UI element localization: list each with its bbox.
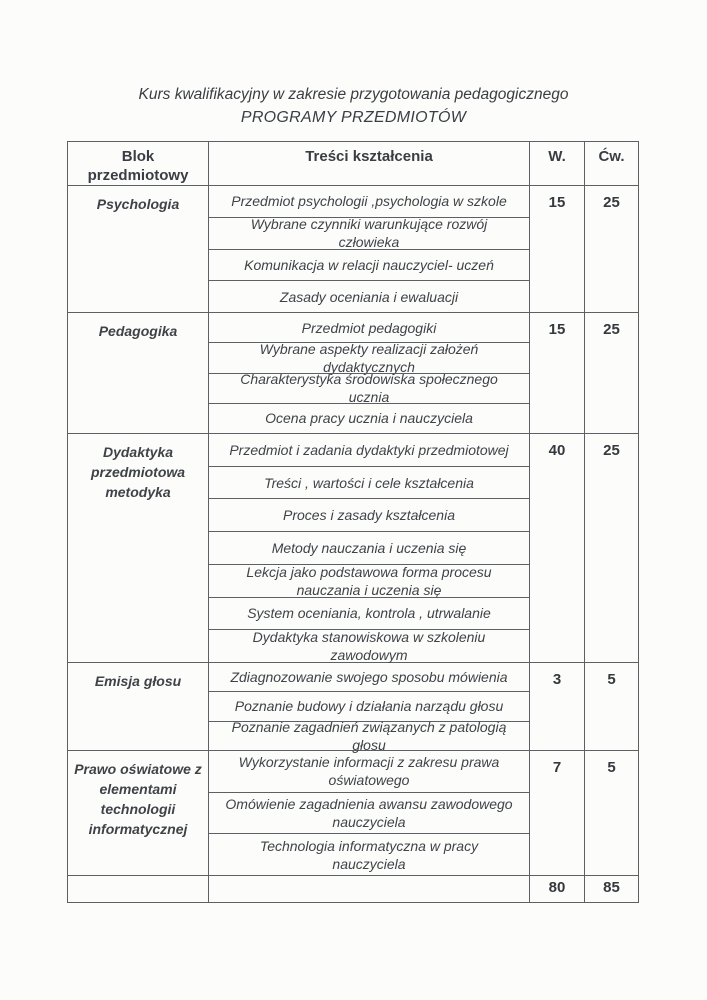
block-row xyxy=(68,750,638,875)
block-name: Dydaktyka przedmiotowa metodyka xyxy=(90,444,186,500)
column-header-blok-przedmiotowy xyxy=(68,142,208,185)
exercises-hours-cell xyxy=(584,186,638,312)
total-exercises-cell xyxy=(584,876,638,902)
block-row xyxy=(68,185,638,312)
exercises-hours-value: 25 xyxy=(603,194,620,211)
column-header-tresci-ksztalcenia xyxy=(208,142,530,185)
topic-text: System oceniania, kontrola , utrwalanie xyxy=(247,605,491,622)
topic-row xyxy=(209,629,529,662)
topic-row xyxy=(209,434,529,466)
lectures-hours-value: 15 xyxy=(548,194,566,211)
topic-row xyxy=(209,217,529,249)
block-row xyxy=(68,662,638,753)
topic-row xyxy=(209,718,529,753)
exercises-hours-value: 25 xyxy=(603,442,620,459)
topic-text: Treści , wartości i cele kształcenia xyxy=(264,474,474,491)
exercises-hours-value: 5 xyxy=(607,759,616,776)
lectures-hours-cell xyxy=(530,186,584,312)
exercises-hours-cell xyxy=(584,313,638,433)
topic-row xyxy=(209,249,529,281)
total-exercises-value: 85 xyxy=(603,879,620,896)
topic-text: Technologia informatyczna w pracy nauczyciela xyxy=(259,837,479,872)
lectures-hours-cell xyxy=(530,663,584,750)
topic-row xyxy=(209,498,529,531)
topic-text: Poznanie budowy i działania narządu głosu xyxy=(234,698,504,715)
topic-text: Poznanie zagadnień związanych z patologią głosu xyxy=(231,718,507,753)
topic-text: Komunikacja w relacji nauczyciel- uczeń xyxy=(244,256,494,273)
topics-cell xyxy=(208,313,530,433)
document-title-line1: Kurs kwalifikacyjny w zakresie przygotowania pedagogicznego xyxy=(138,86,569,103)
block-name: Emisja głosu xyxy=(94,673,182,689)
topic-text: Omówienie zagadnienia awansu zawodowego nauczyciela xyxy=(225,796,513,831)
topic-row xyxy=(209,833,529,875)
lectures-hours-value: 3 xyxy=(552,671,562,688)
column-header-cwiczenia xyxy=(584,142,638,185)
column-header-label: W. xyxy=(548,148,566,165)
topic-text: Zasady oceniania i ewaluacji xyxy=(279,288,459,305)
topic-row xyxy=(209,371,529,406)
topic-text: Przedmiot i zadania dydaktyki przedmiotowej xyxy=(229,441,509,458)
lectures-hours-value: 7 xyxy=(552,759,562,776)
total-lectures-value: 80 xyxy=(548,879,566,896)
topic-text: Dydaktyka stanowiskowa w szkoleniu zawodowym xyxy=(252,629,486,664)
topic-text: Ocena pracy ucznia i nauczyciela xyxy=(265,410,473,427)
topic-text: Lekcja jako podstawowa forma procesu nauczania i uczenia się xyxy=(246,563,492,598)
topics-cell xyxy=(208,663,530,753)
topics-cell xyxy=(208,186,530,312)
topic-row xyxy=(209,751,529,792)
topic-text: Metody nauczania i uczenia się xyxy=(271,540,467,557)
topics-cell xyxy=(208,434,530,662)
topic-text: Wybrane czynniki warunkujące rozwój człowieka xyxy=(250,216,488,251)
lectures-hours-value: 15 xyxy=(548,321,566,338)
topic-row xyxy=(209,564,529,597)
topic-row xyxy=(209,280,529,312)
topics-cell xyxy=(208,751,530,875)
topic-text: Charakterystyka środowiska społecznego ucznia xyxy=(240,371,498,406)
block-name: Psychologia xyxy=(96,196,180,212)
block-name: Prawo oświatowe z elementami technologii informatycznej xyxy=(74,761,202,837)
column-header-wyklady xyxy=(530,142,584,185)
topic-text: Wykorzystanie informacji z zakresu prawa oświatowego xyxy=(238,754,500,789)
lectures-hours-cell xyxy=(530,313,584,433)
exercises-hours-value: 25 xyxy=(603,321,620,338)
topic-text: Przedmiot psychologii ,psychologia w szkole xyxy=(231,193,507,210)
column-header-label: Ćw. xyxy=(598,148,625,165)
exercises-hours-cell xyxy=(584,751,638,875)
exercises-hours-value: 5 xyxy=(607,671,616,688)
block-row xyxy=(68,312,638,433)
block-name-cell xyxy=(68,434,208,662)
block-name-cell xyxy=(68,663,208,750)
block-name-cell xyxy=(68,751,208,875)
lectures-hours-value: 40 xyxy=(548,442,566,459)
block-name: Pedagogika xyxy=(98,323,178,339)
total-empty-block-cell xyxy=(68,876,208,902)
topic-text: Proces i zasady kształcenia xyxy=(283,507,455,524)
total-row xyxy=(68,875,638,902)
block-name-cell xyxy=(68,186,208,312)
exercises-hours-cell xyxy=(584,434,638,662)
block-row xyxy=(68,433,638,662)
topic-row xyxy=(209,403,529,433)
total-lectures-cell xyxy=(530,876,584,902)
table-body xyxy=(68,185,638,902)
topic-text: Przedmiot pedagogiki xyxy=(301,319,437,336)
exercises-hours-cell xyxy=(584,663,638,750)
topic-text: Zdiagnozowanie swojego sposobu mówienia xyxy=(230,669,508,686)
block-name-cell xyxy=(68,313,208,433)
document-title xyxy=(0,85,707,127)
column-header-label: Blok przedmiotowy xyxy=(87,148,189,184)
column-header-label: Treści kształcenia xyxy=(305,148,433,165)
topic-row xyxy=(209,663,529,691)
topic-row xyxy=(209,792,529,834)
total-empty-content-cell xyxy=(208,876,530,902)
document-title-line2: PROGRAMY PRZEDMIOTÓW xyxy=(240,109,467,126)
programs-table xyxy=(67,141,639,903)
lectures-hours-cell xyxy=(530,751,584,875)
topic-text: Wybrane aspekty realizacji założeń dydaktycznych xyxy=(259,340,479,375)
lectures-hours-cell xyxy=(530,434,584,662)
table-header-row xyxy=(68,142,638,185)
topic-row xyxy=(209,466,529,499)
